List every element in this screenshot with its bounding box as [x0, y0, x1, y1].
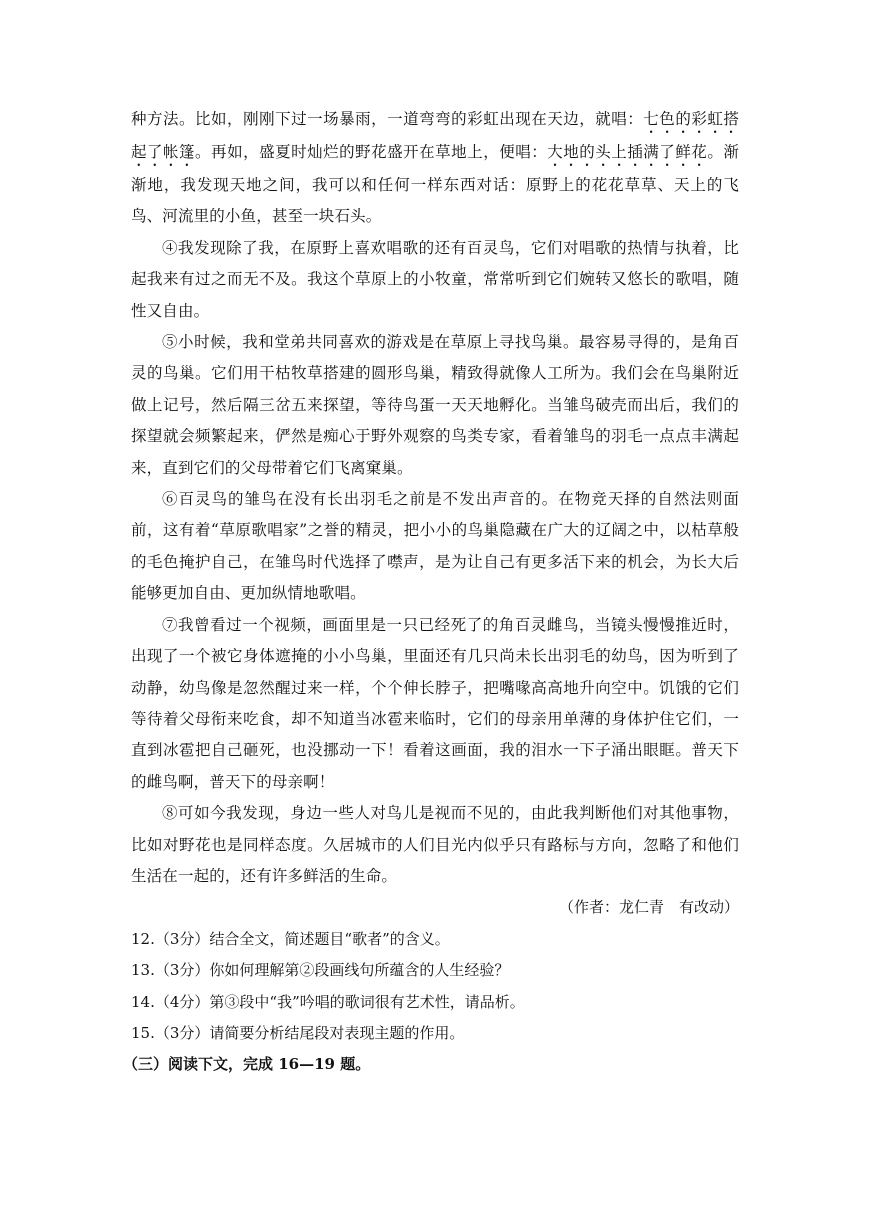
document-content: [123, 104, 739, 1081]
dotted-lyric-flowers: 大地的头上插满了鲜花: [547, 143, 708, 161]
author-byline: （作者：龙仁青 有改动）: [558, 898, 739, 917]
question-13: 13.（3分）你如何理解第②段画线句所蕴含的人生经验？: [131, 961, 510, 980]
paragraph-text: 种方法。比如，刚刚下过一场暴雨，一道弯弯的彩虹出现在天边，就唱：: [131, 110, 644, 128]
question-12: 12.（3分）结合全文，简述题目“歌者”的含义。: [131, 929, 450, 948]
paragraph-7: ⑦我曾看过一个视频，画面里是一只已经死了的角百灵雌鸟，当镜头慢慢推近时，出现了一个被它身体遮掩的小小鸟巢，里面还有几只尚未长出羽毛的幼鸟，因为听到了动静，幼鸟像是忽然醒过来一样，个个伸长脖子，把嘴喙高高地升向空中。饥饿的它们等待着父母衔来吃食，却不知道当冰雹来临时，它们的母亲用单薄的身体护住它们，一直到冰雹把自己砸死，也没挪动一下！看着这画面，我的泪水一下子涌出眼眶。普天下的雌鸟啊，普天下的母亲啊！: [131, 615, 739, 791]
paragraph-5: ⑤小时候，我和堂弟共同喜欢的游戏是在草原上寻找鸟巢。最容易寻得的，是角百灵的鸟巢。它们用干枯牧草搭建的圆形鸟巢，精致得就像人工所为。我们会在鸟巢附近做上记号，然后隔三岔五来探望，等待鸟蛋一天天地孵化。当雏鸟破壳而出后，我们的探望就会频繁起来，俨然是痴心于野外观察的鸟类专家，看着雏鸟的羽毛一点点丰满起来，直到它们的父母带着它们飞离窠巢。: [131, 333, 739, 477]
paragraph-8: ⑧可如今我发现，身边一些人对鸟儿是视而不见的，由此我判断他们对其他事物，比如对野花也是同样态度。久居城市的人们目光内似乎只有路标与方向，忽略了和他们生活在一起的，还有许多鲜活的生命。: [131, 804, 739, 885]
paragraph-text: 。再如，盛夏时灿烂的野花盛开在草地上，便唱：: [195, 143, 548, 161]
paragraph-3-continued: [131, 104, 739, 233]
dotted-lyric-rainbow: 七色的彩虹搭起了帐篷: [131, 110, 739, 161]
question-14: 14.（4分）第③段中“我”吟唱的歌词很有艺术性，请品析。: [131, 992, 525, 1011]
question-15: 15.（3分）请简要分析结尾段对表现主题的作用。: [131, 1023, 465, 1042]
paragraph-4: ④我发现除了我，在原野上喜欢唱歌的还有百灵鸟，它们对唱歌的热情与执着，比起我来有过之而无不及。我这个草原上的小牧童，常常听到它们婉转又悠长的歌唱，随性又自由。: [131, 238, 739, 320]
section-heading: （三）阅读下文，完成 16—19 题。: [123, 1055, 371, 1074]
paragraph-6: ⑥百灵鸟的雏鸟在没有长出羽毛之前是不发出声音的。在物竞天择的自然法则面前，这有着“草原歌唱家”之誉的精灵，把小小的鸟巢隐藏在广大的辽阔之中，以枯草般的毛色掩护自己，在雏鸟时代选择了噤声，是为让自己有更多活下来的机会，为长大后能够更加自由、更加纵情地歌唱。: [131, 490, 739, 603]
paragraph-text: 。渐渐地，我发现天地之间，我可以和任何一样东西对话：原野上的花花草草、天上的飞鸟、河流里的小鱼，甚至一块石头。: [131, 143, 739, 226]
